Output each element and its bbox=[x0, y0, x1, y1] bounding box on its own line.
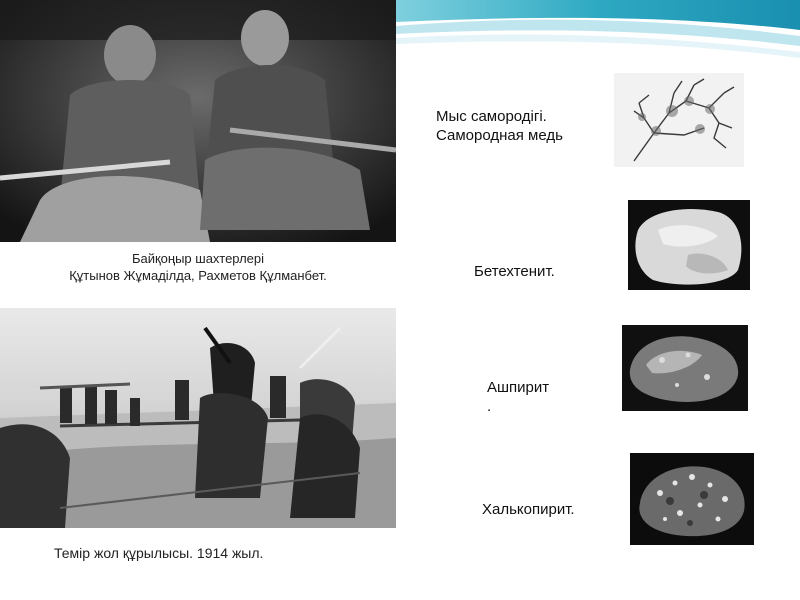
mineral-image-native-copper bbox=[614, 73, 744, 167]
mineral-image-chalcopyrite bbox=[630, 453, 754, 545]
miners-caption-line1: Байқоңыр шахтерлері bbox=[131, 251, 265, 266]
miners-caption bbox=[0, 250, 396, 284]
mineral-label-chalcopyrite bbox=[482, 500, 575, 519]
mineral-label-line1: Мыс самородігі. bbox=[436, 108, 547, 125]
mineral-image-ashpirite bbox=[622, 325, 748, 411]
photo-railway-construction bbox=[0, 308, 396, 528]
mineral-label-line1: Ашпирит bbox=[487, 379, 550, 396]
header-wave-decoration bbox=[396, 0, 800, 70]
photo-baikonur-miners bbox=[0, 0, 396, 242]
railway-caption-text: Темір жол құрылысы. 1914 жыл. bbox=[54, 545, 264, 561]
mineral-label-ashpirite bbox=[487, 378, 549, 416]
miners-caption-line2: Құтынов Жұмаділда, Рахметов Құлманбет. bbox=[69, 268, 327, 283]
railway-caption bbox=[54, 545, 263, 562]
mineral-label-line1: Бетехтенит. bbox=[474, 263, 555, 280]
mineral-label-betekhtinite bbox=[474, 262, 555, 281]
mineral-label-line2: Самородная медь bbox=[436, 127, 563, 144]
mineral-label-line2: . bbox=[487, 398, 492, 415]
mineral-label-line1: Халькопирит. bbox=[482, 501, 575, 518]
mineral-image-betekhtinite bbox=[628, 200, 750, 290]
mineral-label-native-copper bbox=[436, 107, 563, 145]
